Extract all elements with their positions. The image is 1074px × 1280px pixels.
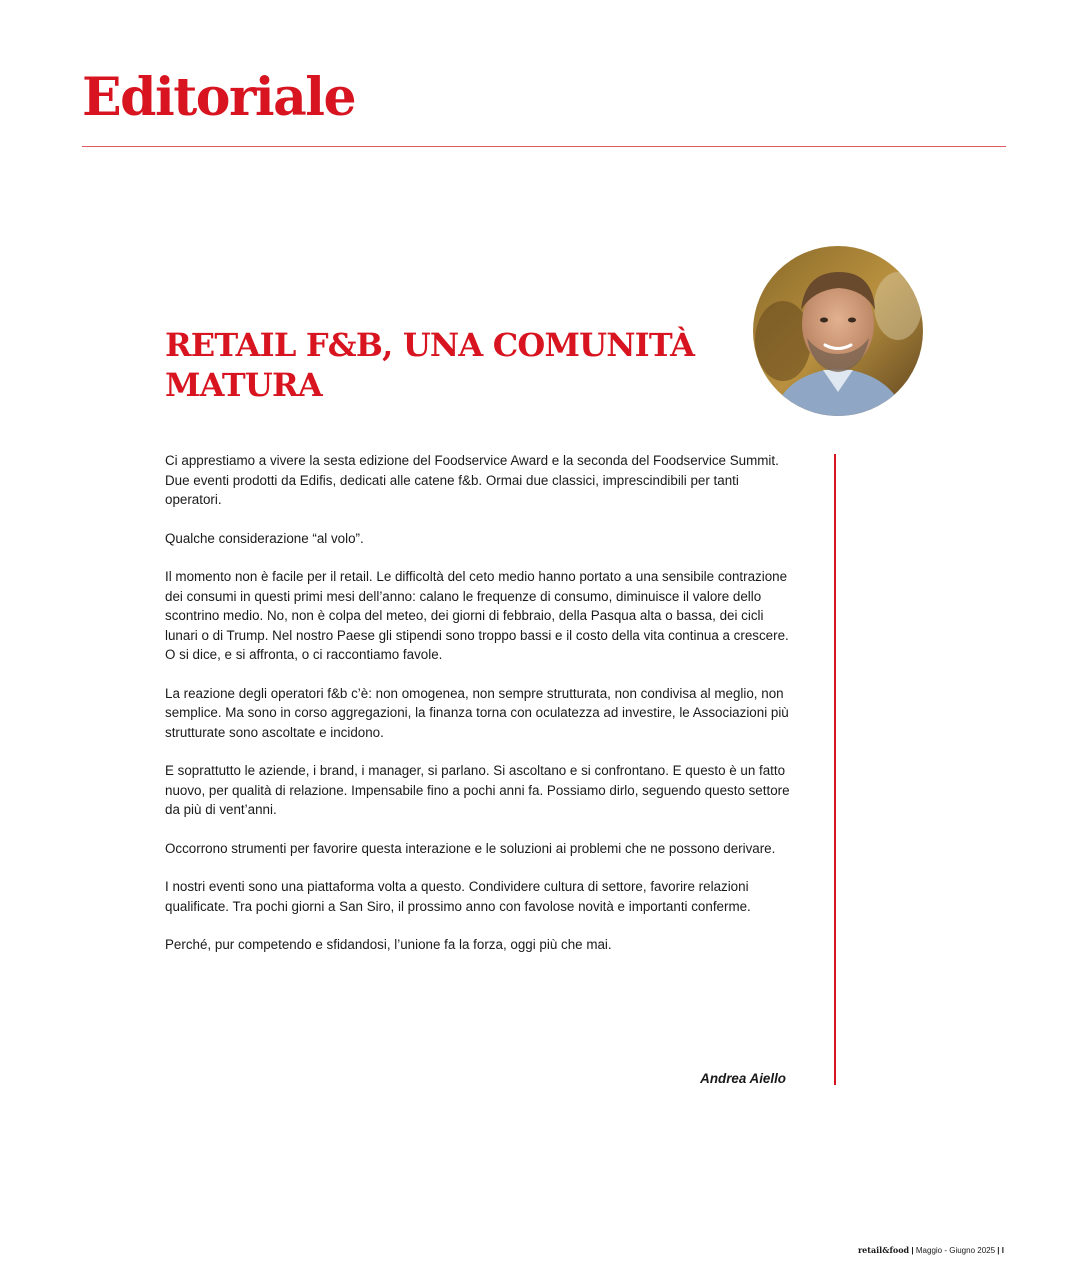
author-photo	[753, 246, 923, 416]
paragraph-1: Ci apprestiamo a vivere la sesta edizione del Foodservice Award e la seconda del Foodservice Summit. Due eventi prodotti da Edifis, dedicati alle catene f&b. Ormai due classici, imprescindibili per tanti operatori.	[165, 453, 779, 507]
paragraph-8: Perché, pur competendo e sfidandosi, l’unione fa la forza, oggi più che mai.	[165, 937, 612, 952]
author-signature: Andrea Aiello	[700, 1071, 786, 1086]
paragraph-2: Qualche considerazione “al volo”.	[165, 530, 364, 546]
section-title: Editoriale	[82, 67, 356, 128]
paragraph-4: La reazione degli operatori f&b c’è: non omogenea, non sempre strutturata, non condivisa al meglio, non semplice. Ma sono in corso aggregazioni, la finanza torna con oculatezza ad investire, le Associazioni più strutturate sono ascoltate e incidono.	[165, 685, 789, 740]
footer-brand: retail&food	[857, 1245, 910, 1255]
paragraph-5: E soprattutto le aziende, i brand, i manager, si parlano. Si ascoltano e si confrontano. E questo è un fatto nuovo, per qualità di relazione. Impensabile fino a pochi anni fa. Possiamo dirlo, seguendo questo settore da più di vent’anni.	[165, 763, 790, 817]
header-divider	[82, 146, 1006, 147]
vertical-accent-rule	[834, 454, 836, 1085]
article-body	[165, 451, 790, 974]
footer-separator: |	[911, 1246, 914, 1255]
paragraph-3: Il momento non è facile per il retail. Le difficoltà del ceto medio hanno portato a una sensibile contrazione dei consumi in questi primi mesi dell’anno: calano le frequenze di consumo, diminuisce il valore dello scontrino medio. No, non è colpa del meteo, dei giorni di febbraio, della Pasqua alta o bassa, dei cicli lunari o di Trump. Nel nostro Paese gli stipendi sono troppo bassi e il costo della vita continua a crescere. O si dice, e si affronta, o ci raccontiamo favole.	[165, 569, 789, 662]
article-headline: RETAIL F&B, UNA COMUNITÀ MATURA	[165, 326, 695, 404]
footer-separator-2: |	[997, 1246, 1000, 1255]
page-number: I	[1001, 1246, 1004, 1255]
footer-issue: Maggio - Giugno 2025	[915, 1246, 996, 1255]
paragraph-6: Occorrono strumenti per favorire questa interazione e le soluzioni ai problemi che ne possono derivare.	[165, 840, 776, 856]
paragraph-7: I nostri eventi sono una piattaforma volta a questo. Condividere cultura di settore, favorire relazioni qualificate. Tra pochi giorni a San Siro, il prossimo anno con favolose novità e importanti conferme.	[165, 879, 751, 914]
page-footer	[858, 1244, 1004, 1257]
